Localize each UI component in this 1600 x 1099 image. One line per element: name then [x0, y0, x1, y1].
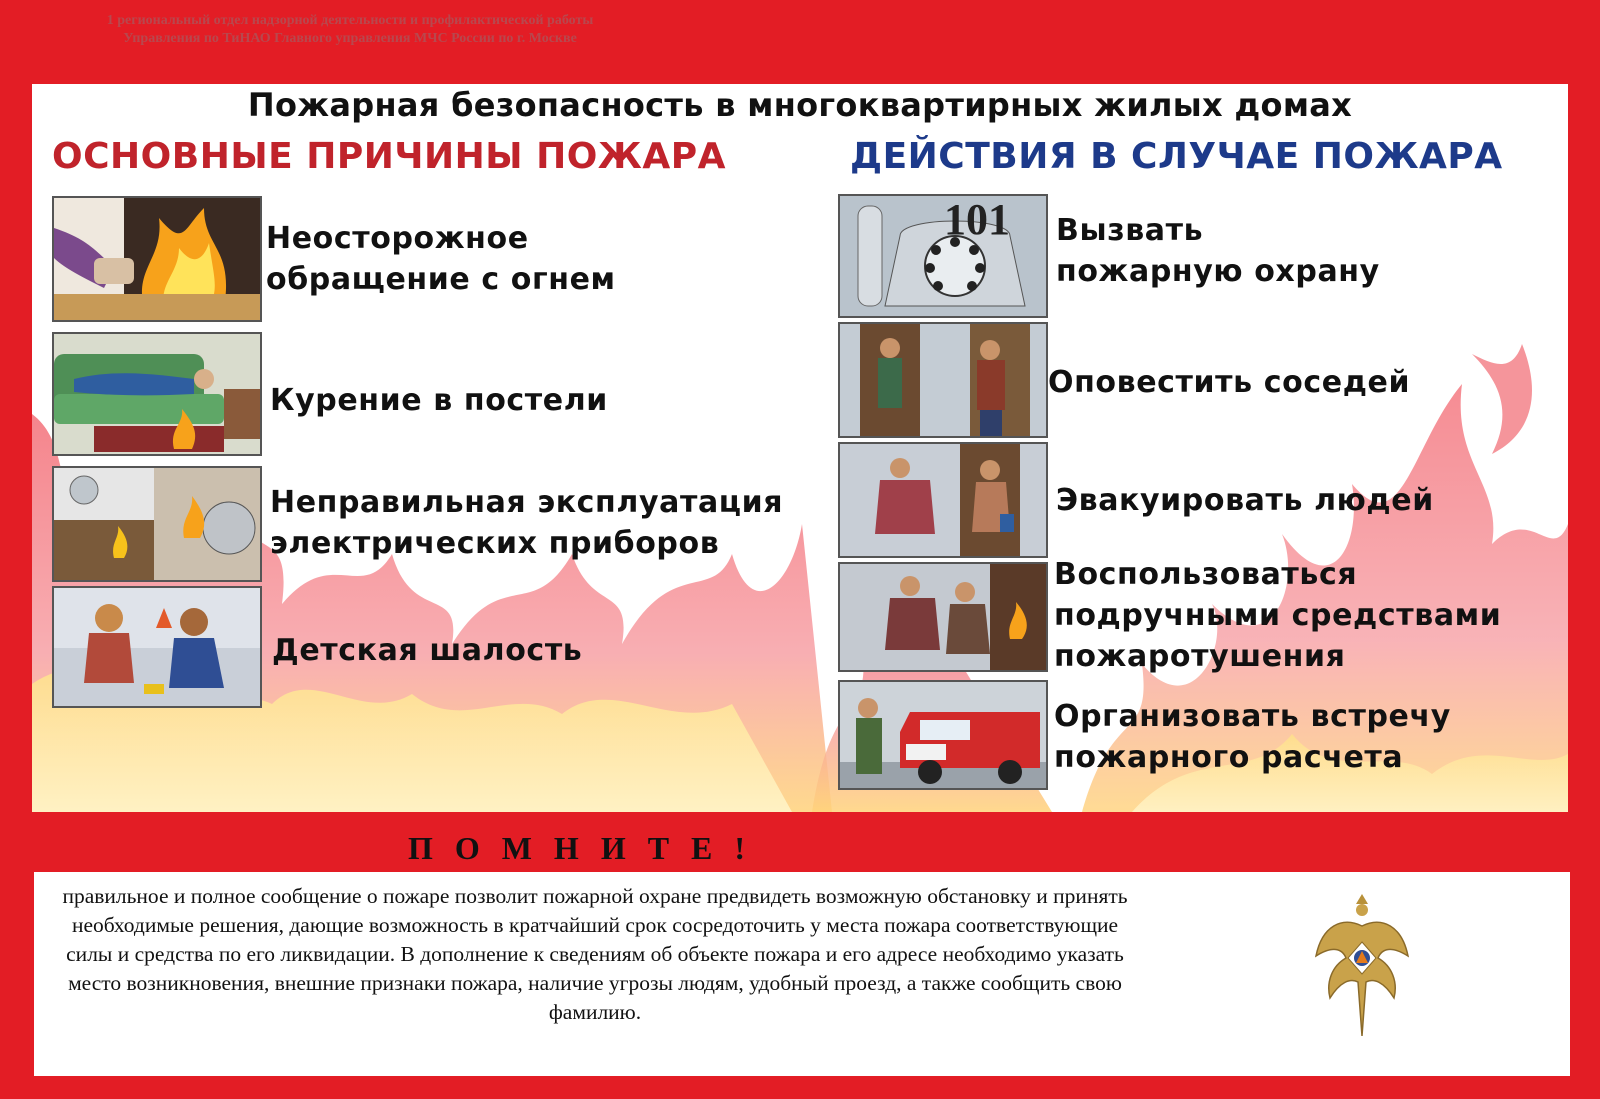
- remember-note: [34, 872, 1570, 1076]
- action-extinguish-label: Воспользоваться подручными средствами пожаротушения: [1054, 557, 1502, 674]
- action-meet-crew-label: Организовать встречу пожарного расчета: [1054, 699, 1451, 775]
- org-line-1: 1 региональный отдел надзорной деятельности и профилактической работы: [106, 13, 594, 28]
- telephone-icon: [838, 194, 1048, 318]
- emercom-emblem-icon: [1312, 886, 1412, 1046]
- organization-header: [0, 12, 700, 48]
- lighter-fire-icon: [52, 196, 262, 322]
- cause-children-label: Детская шалость: [272, 633, 583, 668]
- action-notify-label: Оповестить соседей: [1048, 365, 1411, 400]
- knocking-door-icon: [838, 322, 1048, 438]
- action-evacuate-label: Эвакуировать людей: [1056, 483, 1434, 518]
- fire-truck-icon: [838, 680, 1048, 790]
- emergency-number: 101: [944, 195, 1010, 244]
- evacuation-icon: [838, 442, 1048, 558]
- cause-smoking-label: Курение в постели: [270, 383, 608, 418]
- poster-panel: [32, 84, 1568, 812]
- action-call-label: Вызвать пожарную охрану: [1056, 213, 1380, 289]
- page-title: Пожарная безопасность в многоквартирных жилых домах: [247, 86, 1353, 124]
- causes-heading: ОСНОВНЫЕ ПРИЧИНЫ ПОЖАРА: [52, 136, 726, 177]
- cause-electric-label: Неправильная эксплуатация электрических приборов: [270, 485, 784, 561]
- electric-appliance-icon: [52, 466, 262, 582]
- smoking-in-bed-icon: [52, 332, 262, 456]
- extinguisher-icon: [838, 562, 1048, 672]
- remember-heading: П О М Н И Т Е !: [407, 830, 753, 866]
- actions-heading: ДЕЙСТВИЯ В СЛУЧАЕ ПОЖАРА: [850, 136, 1503, 177]
- org-line-2: Управления по ТиНАО Главного управления МЧС России по г. Москве: [123, 31, 577, 46]
- children-playing-icon: [52, 586, 262, 708]
- cause-careless-fire-label: Неосторожное обращение с огнем: [266, 221, 616, 297]
- remember-text: правильное и полное сообщение о пожаре позволит пожарной охране предвидеть возможную обстановку и принять необходимые решения, дающие возможность в кратчайший срок сосредоточить у места пожара соответствующие силы и средства по его ликвидации. В дополнение к сведениям об объекте пожара и его адресе необходимо указать место возникновения, внешние признаки пожара, наличие угрозы людям, удобный проезд, а также сообщить свою фамилию.: [62, 884, 1128, 1024]
